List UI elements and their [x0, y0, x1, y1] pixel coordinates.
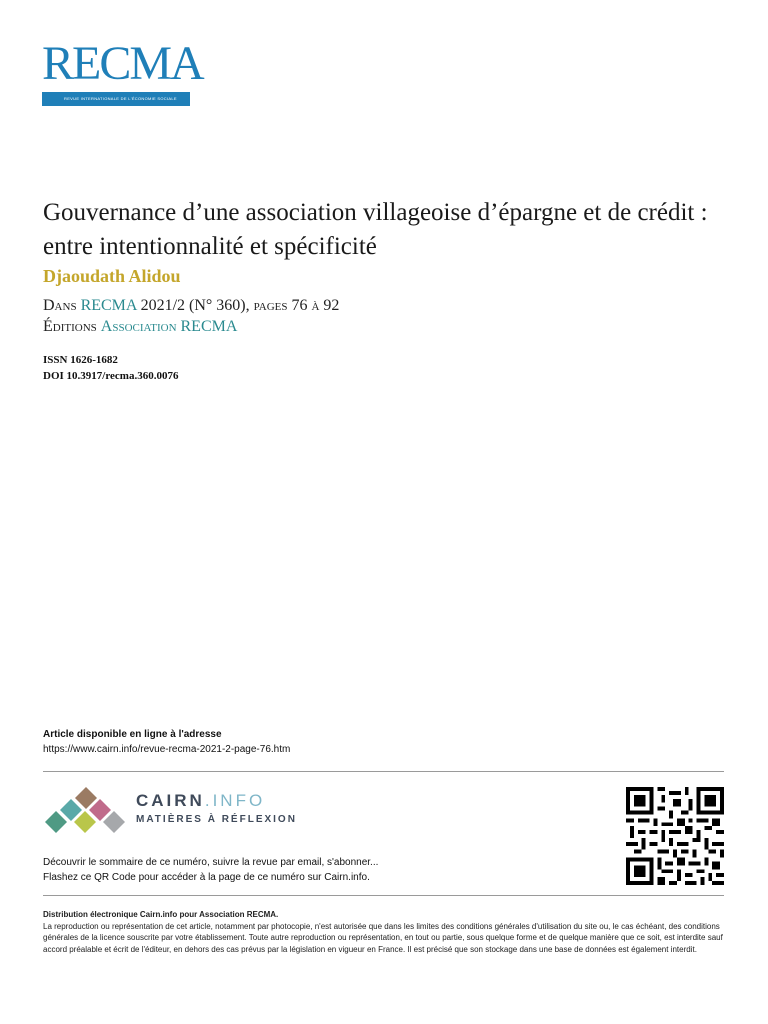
qr-code-icon[interactable] — [626, 787, 724, 885]
article-author[interactable]: Djaoudath Alidou — [43, 266, 181, 286]
journal-link[interactable]: RECMA — [80, 297, 137, 314]
cairn-name: CAIRN — [136, 791, 205, 810]
in-prefix: Dans — [43, 297, 77, 314]
discover-line-1: Découvrir le sommaire de ce numéro, suivre la revue par email, s'abonner... — [43, 857, 379, 868]
availability-heading: Article disponible en ligne à l'adresse — [43, 729, 222, 740]
legal-heading: Distribution électronique Cairn.info pour Association RECMA. — [43, 910, 279, 919]
availability-block — [43, 727, 290, 757]
cairn-wordmark — [136, 791, 265, 811]
page-range: , pages 76 à 92 — [245, 297, 340, 314]
divider-bottom — [43, 895, 724, 896]
issue-number: 2021/2 (N° 360) — [140, 297, 246, 314]
discover-text — [43, 855, 378, 885]
article-title: Gouvernance d’une association villageoise d’épargne et de crédit : entre intentionnalité et spécificité — [43, 199, 708, 260]
divider-top — [43, 771, 724, 772]
cairn-logo-icon — [43, 785, 129, 837]
cairn-suffix: .INFO — [204, 791, 266, 810]
cairn-tagline: MATIÈRES À RÉFLEXION — [136, 814, 297, 825]
article-url[interactable]: https://www.cairn.info/revue-recma-2021-2-page-76.htm — [43, 744, 291, 755]
publisher-line — [43, 318, 237, 336]
recma-logo — [42, 37, 203, 106]
identifiers — [43, 352, 178, 384]
doi: DOI 10.3917/recma.360.0076 — [43, 370, 179, 382]
issn: ISSN 1626-1682 — [43, 354, 118, 366]
publisher-link[interactable]: Association RECMA — [100, 318, 238, 335]
publication-line — [43, 297, 339, 315]
editions-prefix: Éditions — [43, 318, 97, 335]
legal-notice — [43, 909, 725, 955]
legal-body: La reproduction ou représentation de cet article, notamment par photocopie, n'est autorisée que dans les limites des conditions générales d'utilisation du site ou, le cas échéant, des conditions générales de la licence souscrite par votre établissement. Toute autre reproduction ou représentation, en tout ou partie, sous quelque forme et de quelque manière que ce soit, est interdite sauf accord préalable et écrit de l'éditeur, en dehors des cas prévus par la législation en vigueur en France. Il est précisé que son stockage dans une base de données est également interdit. — [43, 921, 723, 954]
recma-wordmark: RECMA — [42, 37, 203, 90]
discover-line-2: Flashez ce QR Code pour accéder à la page de ce numéro sur Cairn.info. — [43, 872, 370, 883]
recma-tagline: REVUE INTERNATIONALE DE L'ÉCONOMIE SOCIALE — [42, 92, 190, 106]
